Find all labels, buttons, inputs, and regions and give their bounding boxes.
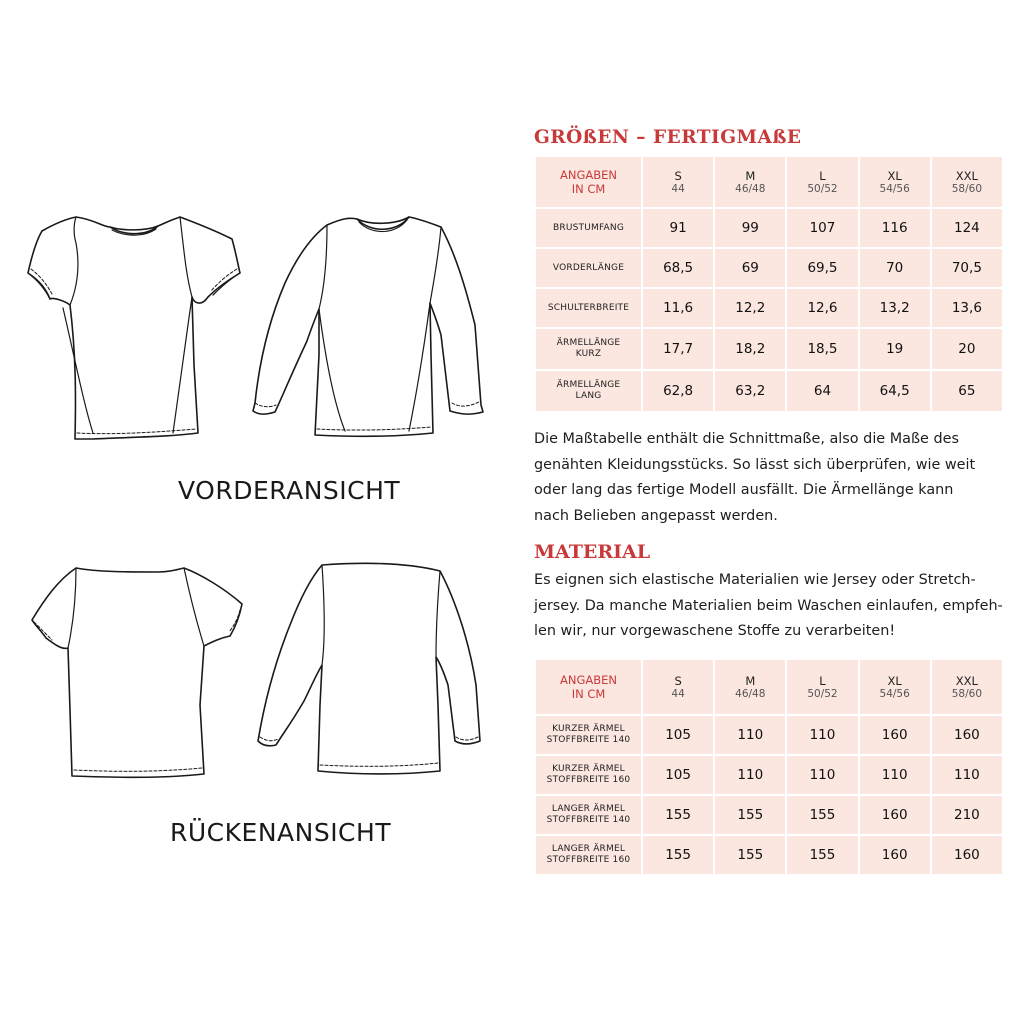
table-cell: 110 <box>787 716 857 754</box>
row-label-line: STOFFBREITE 160 <box>546 775 631 785</box>
row-label-line: STOFFBREITE 140 <box>546 815 631 825</box>
front-short-sleeve-shirt-drawing <box>18 205 248 450</box>
row-label-line: ÄRMELLÄNGE <box>556 380 621 390</box>
table-cell: 91 <box>643 209 713 247</box>
table-cell: 12,2 <box>715 289 785 327</box>
table-cell: 63,2 <box>715 371 785 411</box>
row-label <box>536 716 641 754</box>
table-cell: 105 <box>643 756 713 794</box>
material-heading: MATERIAL <box>534 541 651 563</box>
table-cell: 160 <box>932 836 1002 874</box>
table-cell: 70 <box>860 249 930 287</box>
row-label-line: LANGER ÄRMEL <box>551 804 626 814</box>
size-header-row <box>536 157 1002 207</box>
size-header-xxl <box>932 660 1002 714</box>
size-code: M <box>745 673 756 688</box>
row-label-line: KURZER ÄRMEL <box>552 764 625 774</box>
row-label <box>536 796 641 834</box>
size-header-s <box>643 660 713 714</box>
front-long-sleeve-shirt-drawing <box>245 205 505 450</box>
row-label <box>536 371 641 411</box>
material-description <box>534 568 1004 645</box>
table-cell: 110 <box>932 756 1002 794</box>
table-cell: 110 <box>715 716 785 754</box>
table-cell: 124 <box>932 209 1002 247</box>
size-header-xl <box>860 660 930 714</box>
table-cell: 70,5 <box>932 249 1002 287</box>
table-cell: 110 <box>860 756 930 794</box>
table-cell: 107 <box>787 209 857 247</box>
eu-size: 50/52 <box>807 687 838 700</box>
size-header-l <box>787 157 857 207</box>
size-header-m <box>715 157 785 207</box>
table-cell: 160 <box>860 796 930 834</box>
row-label <box>536 836 641 874</box>
description-line: genähten Kleidungsstücks. So lässt sich überprüfen, wie weit <box>534 456 976 473</box>
size-header-row <box>536 660 1002 714</box>
table-row <box>536 329 1002 369</box>
table-cell: 155 <box>787 836 857 874</box>
row-label <box>536 289 641 327</box>
row-label-line: ÄRMELLÄNGE <box>556 338 621 348</box>
fabric-requirements-table <box>534 658 1004 876</box>
size-header-m <box>715 660 785 714</box>
table-row <box>536 249 1002 287</box>
eu-size: 54/56 <box>879 687 910 700</box>
row-label <box>536 209 641 247</box>
row-label-line: STOFFBREITE 140 <box>546 735 631 745</box>
table-row <box>536 796 1002 834</box>
table-cell: 110 <box>715 756 785 794</box>
eu-size: 54/56 <box>879 182 910 195</box>
table-cell: 20 <box>932 329 1002 369</box>
table-cell: 64,5 <box>860 371 930 411</box>
size-header-xl <box>860 157 930 207</box>
size-code: XL <box>887 168 902 183</box>
size-header-xxl <box>932 157 1002 207</box>
table-cell: 210 <box>932 796 1002 834</box>
eu-size: 44 <box>671 182 685 195</box>
size-code: XXL <box>955 168 978 183</box>
row-label-line: LANG <box>575 391 602 401</box>
sizes-description <box>534 427 1004 529</box>
table-cell: 160 <box>860 716 930 754</box>
row-label <box>536 329 641 369</box>
table-cell: 68,5 <box>643 249 713 287</box>
finished-measurements-table <box>534 155 1004 413</box>
size-code: M <box>745 168 756 183</box>
description-line: oder lang das fertige Modell ausfällt. Die Ärmellänge kann <box>534 482 954 498</box>
row-label-line: STOFFBREITE 160 <box>546 855 631 865</box>
table-cell: 116 <box>860 209 930 247</box>
corner-line: ANGABEN <box>559 673 617 687</box>
size-code: XXL <box>955 673 978 688</box>
table-cell: 155 <box>643 796 713 834</box>
table-row <box>536 289 1002 327</box>
size-code: XL <box>887 673 902 688</box>
description-line: len wir, nur vorgewaschene Stoffe zu verarbeiten! <box>534 623 896 639</box>
eu-size: 46/48 <box>735 687 766 700</box>
row-label-line: SCHULTERBREITE <box>547 302 630 313</box>
description-line: nach Belieben angepasst werden. <box>534 507 778 524</box>
table-row <box>536 756 1002 794</box>
back-long-sleeve-shirt-drawing <box>250 555 500 780</box>
table-cell: 110 <box>787 756 857 794</box>
table-cell: 18,5 <box>787 329 857 369</box>
row-label <box>536 756 641 794</box>
table-cell: 105 <box>643 716 713 754</box>
corner-line: IN CM <box>571 182 606 196</box>
table-corner-label <box>536 660 641 714</box>
table-cell: 155 <box>643 836 713 874</box>
table-cell: 62,8 <box>643 371 713 411</box>
size-code: S <box>674 673 682 688</box>
table-cell: 18,2 <box>715 329 785 369</box>
table-cell: 19 <box>860 329 930 369</box>
back-short-sleeve-shirt-drawing <box>28 560 250 785</box>
table-cell: 155 <box>787 796 857 834</box>
back-view-label: RÜCKENANSICHT <box>170 818 392 847</box>
row-label <box>536 249 641 287</box>
size-code: S <box>674 168 682 183</box>
table-cell: 13,2 <box>860 289 930 327</box>
corner-line: IN CM <box>571 687 606 701</box>
row-label-line: KURZER ÄRMEL <box>552 724 625 734</box>
corner-line: ANGABEN <box>559 168 617 182</box>
eu-size: 50/52 <box>807 182 838 195</box>
table-cell: 160 <box>860 836 930 874</box>
table-cell: 64 <box>787 371 857 411</box>
table-cell: 11,6 <box>643 289 713 327</box>
table-row <box>536 836 1002 874</box>
size-code: L <box>819 673 826 688</box>
table-cell: 17,7 <box>643 329 713 369</box>
size-header-s <box>643 157 713 207</box>
table-cell: 65 <box>932 371 1002 411</box>
front-view-label: VORDERANSICHT <box>178 476 401 505</box>
table-row <box>536 716 1002 754</box>
row-label-line: VORDERLÄNGE <box>552 262 625 273</box>
size-code: L <box>819 168 826 183</box>
eu-size: 58/60 <box>951 182 982 195</box>
eu-size: 58/60 <box>951 687 982 700</box>
row-label-line: KURZ <box>575 349 602 359</box>
description-line: Es eignen sich elastische Materialien wie Jersey oder Stretch- <box>534 572 976 588</box>
sizes-heading: GRÖßEN – FERTIGMAßE <box>534 127 802 148</box>
table-cell: 13,6 <box>932 289 1002 327</box>
table-cell: 12,6 <box>787 289 857 327</box>
row-label-line: BRUSTUMFANG <box>553 222 624 233</box>
table-cell: 155 <box>715 836 785 874</box>
table-cell: 160 <box>932 716 1002 754</box>
table-row <box>536 209 1002 247</box>
size-header-l <box>787 660 857 714</box>
table-cell: 99 <box>715 209 785 247</box>
table-row <box>536 371 1002 411</box>
description-line: jersey. Da manche Materialien beim Waschen einlaufen, empfeh- <box>534 597 1003 614</box>
eu-size: 44 <box>671 687 685 700</box>
description-line: Die Maßtabelle enthält die Schnittmaße, also die Maße des <box>534 431 959 447</box>
table-cell: 155 <box>715 796 785 834</box>
table-cell: 69,5 <box>787 249 857 287</box>
row-label-line: LANGER ÄRMEL <box>551 844 626 854</box>
eu-size: 46/48 <box>735 182 766 195</box>
table-cell: 69 <box>715 249 785 287</box>
table-corner-label <box>536 157 641 207</box>
